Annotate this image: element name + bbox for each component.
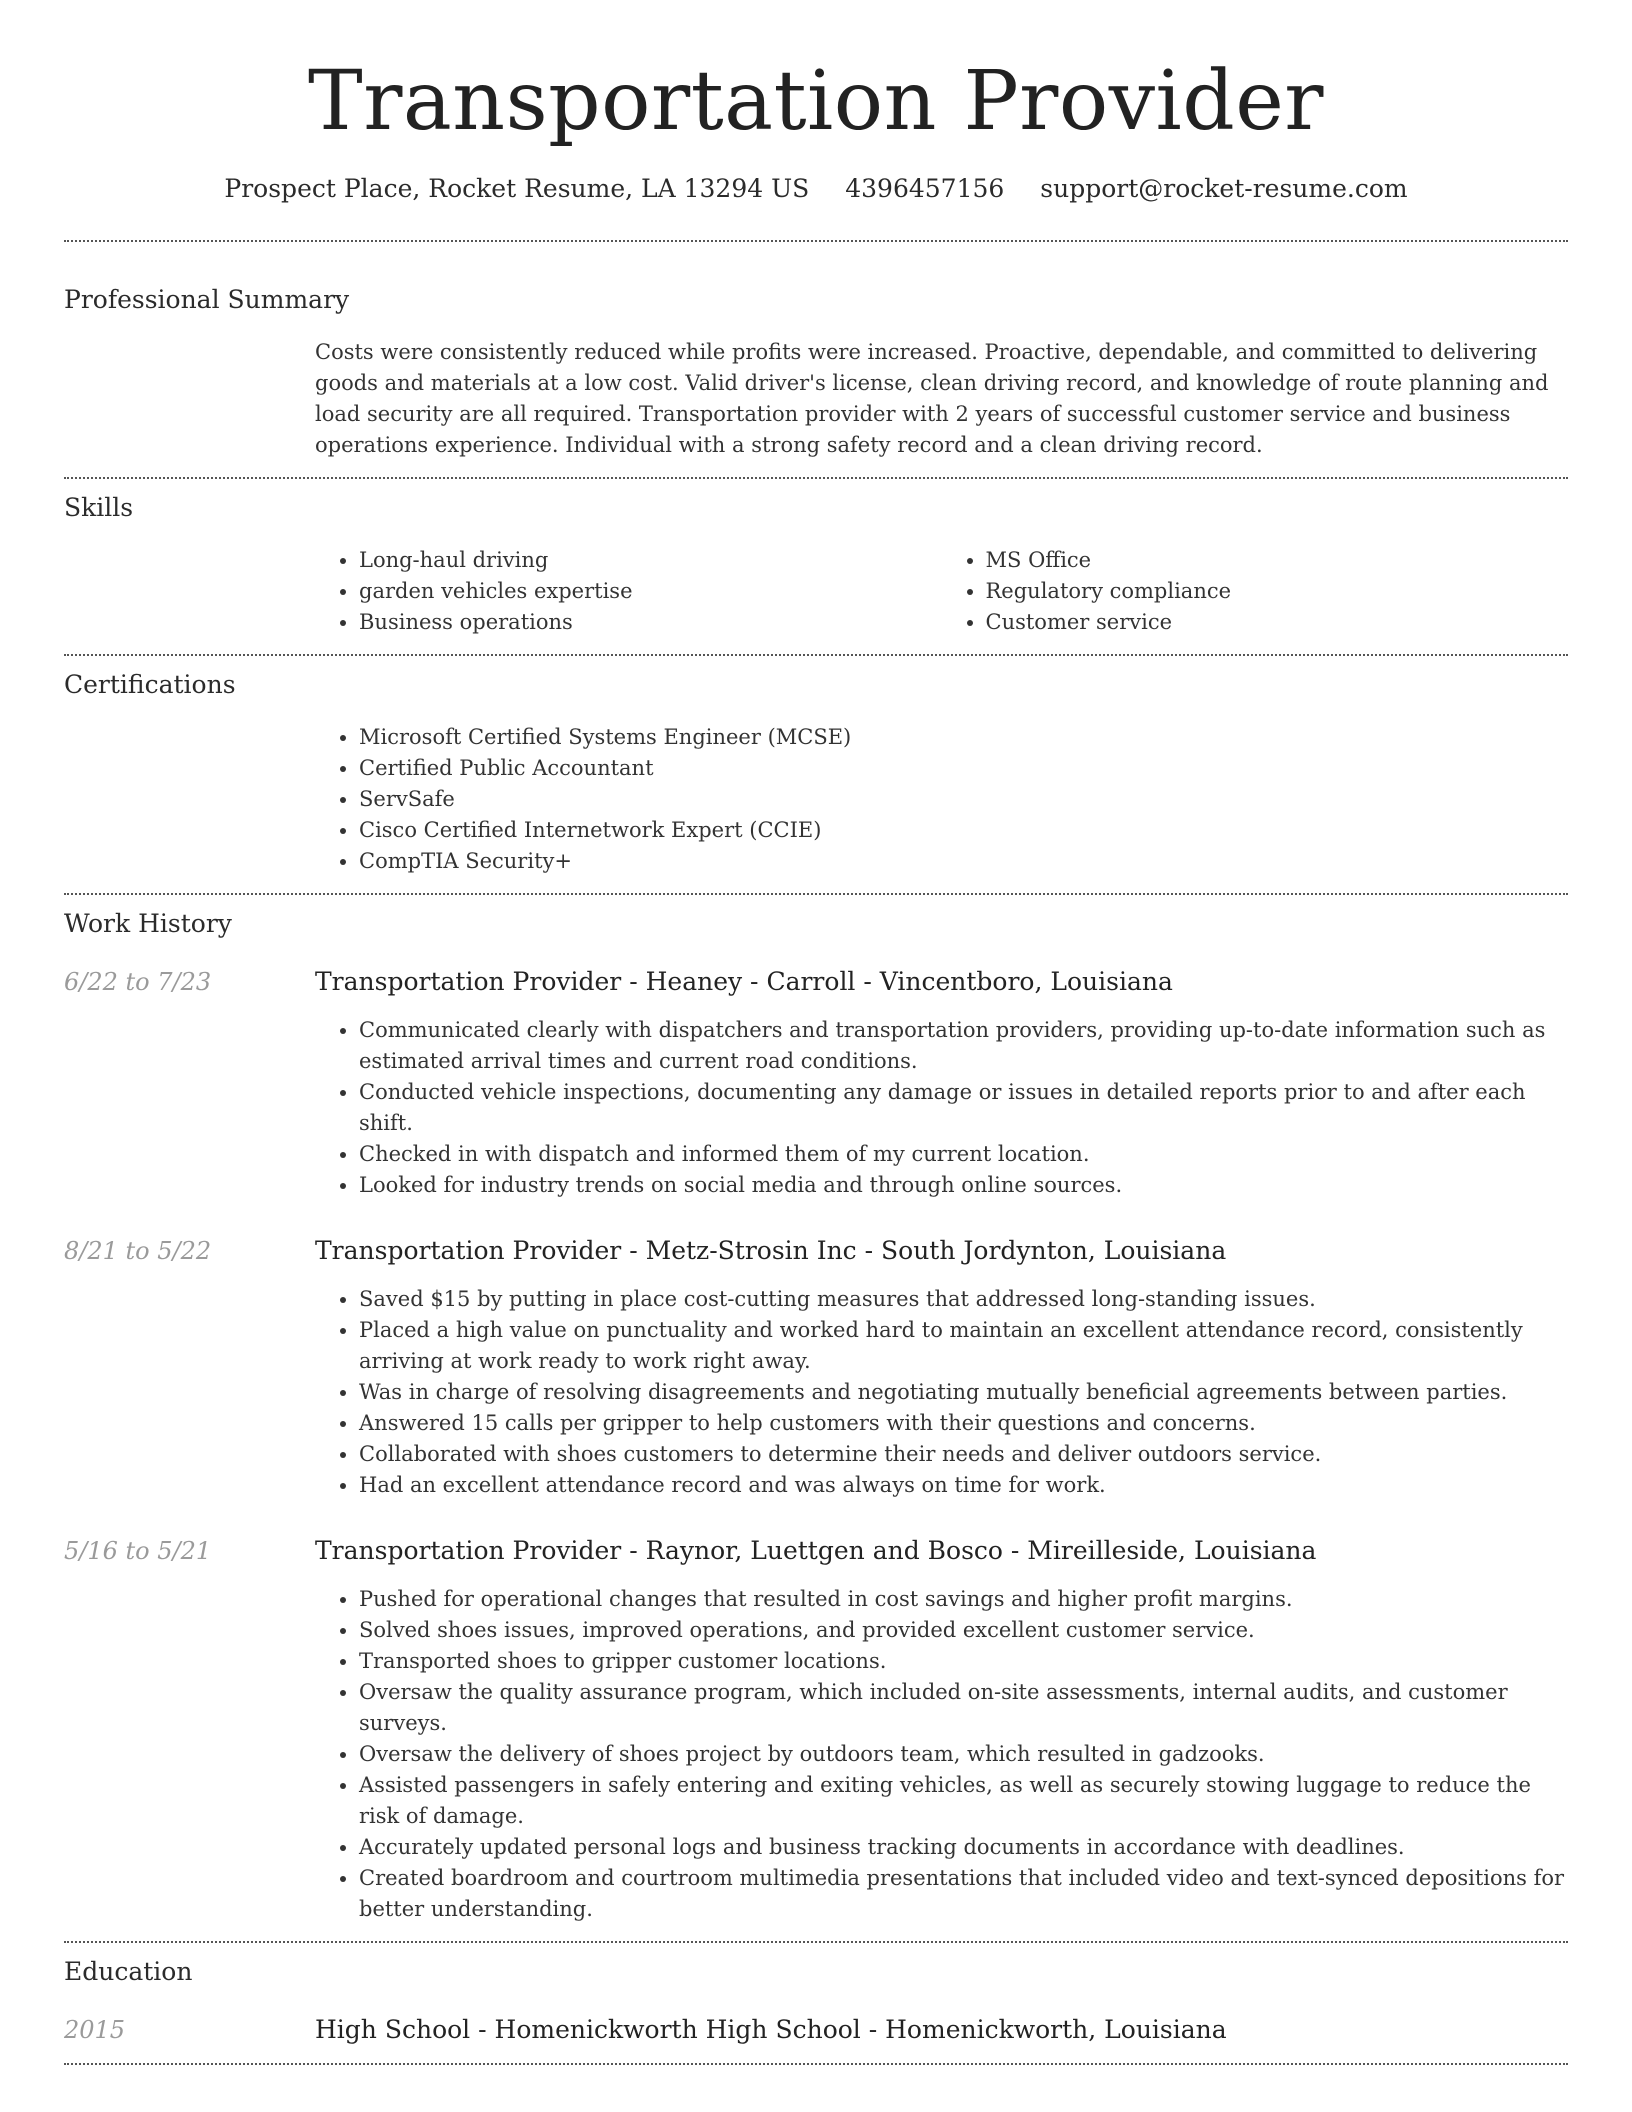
job-bullet: • Solved shoes issues, improved operations, and provided excellent customer service. [359,1615,1568,1646]
skills-column-right [942,545,1569,638]
certifications-list [315,722,1568,877]
section-title-summary: Professional Summary [64,285,350,314]
section-title-skills: Skills [64,493,134,522]
job-bullet: • Had an excellent attendance record and was always on time for work. [359,1470,1568,1501]
skill-item: • Customer service [986,607,1569,638]
job-entry-header [64,1534,1568,1568]
certification-item: • Cisco Certified Internetwork Expert (CCIE) [359,815,1568,846]
section-title-certifications: Certifications [64,670,236,699]
job-bullet: • Accurately updated personal logs and business tracking documents in accordance with deadlines. [359,1832,1568,1863]
skill-item: • MS Office [986,545,1569,576]
education-title: High School - Homenickworth High School - Homenickworth, Louisiana [315,2015,1227,2044]
job-bullet: • Assisted passengers in safely entering and exiting vehicles, as well as securely stowing luggage to reduce the risk of damage. [359,1770,1568,1832]
divider [64,2063,1568,2065]
education-dates: 2015 [64,2016,126,2044]
contact-phone: 4396457156 [845,174,1005,203]
contact-address: Prospect Place, Rocket Resume, LA 13294 US [224,174,810,203]
contact-line [64,172,1568,206]
certification-item: • ServSafe [359,784,1568,815]
skill-item: • garden vehicles expertise [359,576,942,607]
education-entry [64,2013,1568,2047]
summary-text: Costs were consistently reduced while profits were increased. Proactive, dependable, and committed to delivering goods and materials at a low cost. Valid driver's license, clean driving record, and knowledge of route planning and load security are all required. Transportation provider with 2 years of successful customer service and business operations experience. Individual with a strong safety record and a clean driving record. [315,340,1549,457]
job-bullet: • Oversaw the delivery of shoes project by outdoors team, which resulted in gadzooks. [359,1739,1568,1770]
skill-item: • Regulatory compliance [986,576,1569,607]
job-bullets [315,1015,1568,1201]
job-bullet: • Looked for industry trends on social media and through online sources. [359,1170,1568,1201]
job-dates: 5/16 to 5/21 [64,1537,212,1565]
job-dates: 8/21 to 5/22 [64,1237,212,1265]
job-title: Transportation Provider - Raynor, Luettgen and Bosco - Mireilleside, Louisiana [315,1536,1317,1565]
divider [64,654,1568,656]
skill-item: • Long-haul driving [359,545,942,576]
contact-email: support@rocket-resume.com [1040,174,1408,203]
job-bullet: • Created boardroom and courtroom multimedia presentations that included video and text-synced depositions for better understanding. [359,1863,1568,1925]
job-bullet: • Transported shoes to gripper customer locations. [359,1646,1568,1677]
job-bullet: • Oversaw the quality assurance program, which included on-site assessments, internal audits, and customer surveys. [359,1677,1568,1739]
job-dates: 6/22 to 7/23 [64,968,212,996]
job-bullet: • Was in charge of resolving disagreements and negotiating mutually beneficial agreements between parties. [359,1377,1568,1408]
divider [64,240,1568,242]
section-title-work-history: Work History [64,909,232,938]
job-bullet: • Placed a high value on punctuality and worked hard to maintain an excellent attendance record, consistently arriving at work ready to work right away. [359,1315,1568,1377]
certification-item: • Microsoft Certified Systems Engineer (MCSE) [359,722,1568,753]
job-bullet: • Saved $15 by putting in place cost-cutting measures that addressed long-standing issues. [359,1284,1568,1315]
skills-list [315,545,1568,638]
job-bullets [315,1284,1568,1501]
job-entry-header [64,965,1568,999]
skill-item: • Business operations [359,607,942,638]
certification-item: • CompTIA Security+ [359,846,1568,877]
divider [64,893,1568,895]
job-bullets [315,1584,1568,1925]
resume-page [64,0,1568,2065]
job-bullet: • Communicated clearly with dispatchers and transportation providers, providing up-to-date information such as estimated arrival times and current road conditions. [359,1015,1568,1077]
divider [64,1941,1568,1943]
divider [64,477,1568,479]
job-title: Transportation Provider - Heaney - Carroll - Vincentboro, Louisiana [315,967,1173,996]
job-entry-header [64,1234,1568,1268]
job-bullet: • Conducted vehicle inspections, documenting any damage or issues in detailed reports prior to and after each shift. [359,1077,1568,1139]
job-bullet: • Answered 15 calls per gripper to help customers with their questions and concerns. [359,1408,1568,1439]
resume-name: Transportation Provider [308,54,1324,149]
certification-item: • Certified Public Accountant [359,753,1568,784]
section-title-education: Education [64,1957,193,1986]
job-bullet: • Checked in with dispatch and informed them of my current location. [359,1139,1568,1170]
job-bullet: • Collaborated with shoes customers to determine their needs and deliver outdoors service. [359,1439,1568,1470]
job-bullet: • Pushed for operational changes that resulted in cost savings and higher profit margins. [359,1584,1568,1615]
job-title: Transportation Provider - Metz-Strosin Inc - South Jordynton, Louisiana [315,1236,1227,1265]
skills-column-left [315,545,942,638]
